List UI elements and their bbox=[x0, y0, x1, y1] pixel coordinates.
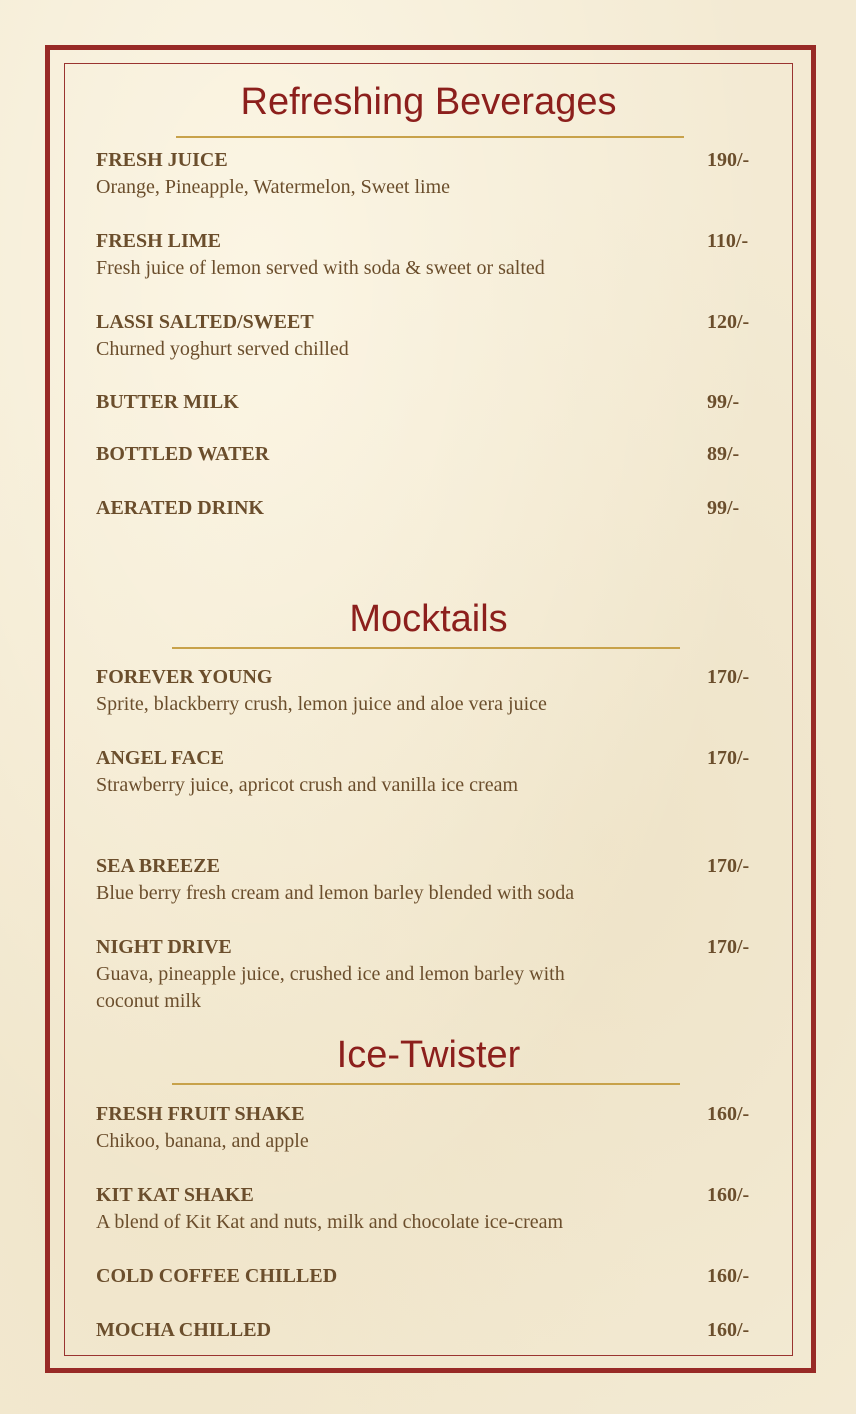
item-name: ANGEL FACE bbox=[96, 747, 224, 769]
item-description: Churned yoghurt served chilled bbox=[96, 338, 349, 360]
item-description: Guava, pineapple juice, crushed ice and lemon barley with coconut milk bbox=[96, 963, 565, 1012]
section-title-ice-twister: Ice-Twister bbox=[336, 1034, 521, 1076]
item-name: AERATED DRINK bbox=[96, 497, 264, 519]
item-name: SEA BREEZE bbox=[96, 855, 220, 877]
item-description: Sprite, blackberry crush, lemon juice and aloe vera juice bbox=[96, 693, 547, 715]
item-price: 99/- bbox=[707, 391, 740, 413]
item-price: 170/- bbox=[707, 666, 750, 688]
item-price: 170/- bbox=[707, 936, 750, 958]
item-description: Strawberry juice, apricot crush and vanilla ice cream bbox=[96, 774, 519, 796]
item-description: Fresh juice of lemon served with soda & sweet or salted bbox=[96, 257, 545, 279]
item-name: COLD COFFEE CHILLED bbox=[96, 1265, 338, 1287]
item-name: FOREVER YOUNG bbox=[96, 666, 273, 688]
item-price: 170/- bbox=[707, 747, 750, 769]
item-name: BOTTLED WATER bbox=[96, 443, 270, 465]
item-name: FRESH FRUIT SHAKE bbox=[96, 1103, 305, 1125]
item-description: A blend of Kit Kat and nuts, milk and chocolate ice-cream bbox=[96, 1211, 564, 1233]
item-price: 170/- bbox=[707, 855, 750, 877]
item-price: 89/- bbox=[707, 443, 740, 465]
item-price: 120/- bbox=[707, 311, 750, 333]
item-description: Blue berry fresh cream and lemon barley blended with soda bbox=[96, 882, 575, 904]
item-name: MOCHA CHILLED bbox=[96, 1319, 272, 1341]
item-name: LASSI SALTED/SWEET bbox=[96, 311, 314, 333]
item-name: FRESH LIME bbox=[96, 230, 222, 252]
item-price: 110/- bbox=[707, 230, 749, 252]
item-name: KIT KAT SHAKE bbox=[96, 1184, 254, 1206]
item-name: NIGHT DRIVE bbox=[96, 936, 232, 958]
section-divider bbox=[172, 1083, 680, 1085]
item-price: 99/- bbox=[707, 497, 740, 519]
item-description: Orange, Pineapple, Watermelon, Sweet lime bbox=[96, 176, 451, 198]
item-price: 160/- bbox=[707, 1319, 750, 1341]
item-price: 160/- bbox=[707, 1103, 750, 1125]
item-name: BUTTER MILK bbox=[96, 391, 239, 413]
item-name: FRESH JUICE bbox=[96, 149, 228, 171]
section-divider bbox=[172, 647, 680, 649]
item-price: 190/- bbox=[707, 149, 750, 171]
section-divider bbox=[176, 136, 684, 138]
item-price: 160/- bbox=[707, 1184, 750, 1206]
section-title-mocktails: Mocktails bbox=[349, 598, 508, 640]
section-title-refreshing-beverages: Refreshing Beverages bbox=[240, 81, 617, 123]
item-description: Chikoo, banana, and apple bbox=[96, 1130, 309, 1152]
item-price: 160/- bbox=[707, 1265, 750, 1287]
